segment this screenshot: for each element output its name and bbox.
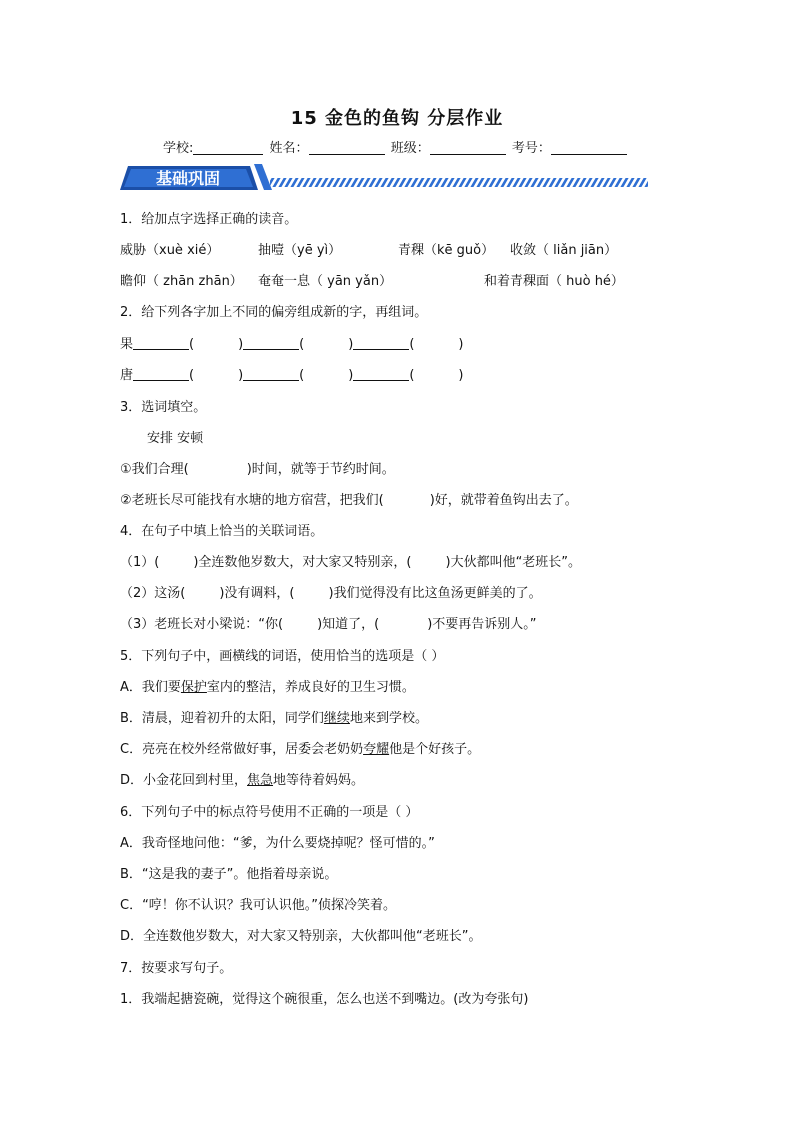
q1-row1 bbox=[120, 239, 617, 258]
q5-c-text: C．亮亮在校外经常做好事，居委会老奶奶 bbox=[120, 742, 364, 757]
q7-sentence-1: 1．我端起搪瓷碗，觉得这个碗很重，怎么也送不到嘴边。(改为夸张句) bbox=[120, 992, 529, 1007]
answer-blank[interactable] bbox=[243, 337, 299, 350]
q5-c-text: 他是个好孩子。 bbox=[389, 742, 481, 757]
banner-graphic bbox=[120, 160, 650, 192]
q5-option-c[interactable] bbox=[120, 738, 480, 757]
q4-s3-part: （3）老班长对小梁说：“你( bbox=[120, 617, 284, 632]
q4-s3-part: )知道了，( bbox=[317, 617, 380, 632]
q3-s2-text-b: )好，就带着鱼钩出去了。 bbox=[429, 493, 578, 508]
q4-s1-part: )大伙都叫他“老班长”。 bbox=[445, 555, 582, 570]
q4-sentence-3 bbox=[120, 613, 537, 632]
q2-char: 唐 bbox=[120, 368, 134, 383]
q2-row-2: 唐 ( ) ( ) ( ) bbox=[120, 368, 464, 383]
q3-s1-text-b: )时间，就等于节约时间。 bbox=[246, 462, 395, 477]
q4-sentence-2 bbox=[120, 582, 542, 601]
q1-item: 瞻仰（ zhān zhān） bbox=[120, 274, 243, 289]
q1-row2 bbox=[120, 270, 624, 289]
q6-option-b[interactable]: B．“这是我的妻子”。他指着母亲说。 bbox=[120, 867, 338, 882]
q1-prompt: 1．给加点字选择正确的读音。 bbox=[120, 212, 298, 227]
class-field[interactable] bbox=[430, 140, 506, 155]
q1-item: 威胁（xuè xié） bbox=[120, 243, 220, 258]
q7-prompt: 7．按要求写句子。 bbox=[120, 961, 233, 976]
q5-a-text: A．我们要 bbox=[120, 680, 181, 695]
name-field[interactable] bbox=[309, 140, 385, 155]
q2-row-1: 果 ( ) ( ) ( ) bbox=[120, 337, 464, 352]
underlined-word: 保护 bbox=[180, 680, 207, 695]
q5-a-text: 室内的整洁，养成良好的卫生习惯。 bbox=[206, 680, 415, 695]
underlined-word: 焦急 bbox=[247, 773, 274, 788]
answer-blank[interactable] bbox=[133, 368, 189, 381]
q5-option-d[interactable] bbox=[120, 769, 364, 788]
answer-blank[interactable] bbox=[243, 368, 299, 381]
q5-prompt: 5．下列句子中，画横线的词语，使用恰当的选项是（ ） bbox=[120, 649, 445, 664]
q4-s2-part: （2）这汤( bbox=[120, 586, 186, 601]
q2-char: 果 bbox=[120, 337, 134, 352]
q6-option-d[interactable]: D．全连数他岁数大，对大家又特别亲，大伙都叫他“老班长”。 bbox=[120, 929, 482, 944]
q1-item: 收敛（ liǎn jiān） bbox=[510, 243, 618, 258]
q4-s1-part: （1）( bbox=[120, 555, 160, 570]
section-banner bbox=[120, 160, 650, 192]
answer-blank[interactable] bbox=[133, 337, 189, 350]
q6-option-a[interactable]: A．我奇怪地问他：“爹，为什么要烧掉呢？怪可惜的。” bbox=[120, 836, 435, 851]
student-info-row bbox=[163, 137, 629, 156]
q5-b-text: B．清晨，迎着初升的太阳，同学们 bbox=[120, 711, 324, 726]
q4-s3-part: )不要再告诉别人。” bbox=[427, 617, 537, 632]
underlined-word: 继续 bbox=[323, 711, 350, 726]
answer-blank[interactable] bbox=[353, 337, 409, 350]
q3-prompt: 3．选词填空。 bbox=[120, 400, 207, 415]
q4-s2-part: )没有调料，( bbox=[219, 586, 295, 601]
q3-s2-text-a: ②老班长尽可能找有水塘的地方宿营，把我们( bbox=[120, 493, 384, 508]
q5-option-a[interactable] bbox=[120, 676, 415, 695]
q5-b-text: 地来到学校。 bbox=[349, 711, 428, 726]
q1-item: 和着青稞面（ huò hé） bbox=[484, 274, 624, 289]
q6-prompt: 6．下列句子中的标点符号使用不正确的一项是（ ） bbox=[120, 805, 419, 820]
q1-item: 奄奄一息（ yān yǎn） bbox=[258, 274, 393, 289]
q4-s2-part: )我们觉得没有比这鱼汤更鲜美的了。 bbox=[328, 586, 542, 601]
q3-sentence-2 bbox=[120, 489, 578, 508]
school-label: 学校: bbox=[163, 141, 194, 156]
q2-prompt: 2．给下列各字加上不同的偏旁组成新的字，再组词。 bbox=[120, 305, 428, 320]
exam-number-label: 考号： bbox=[511, 141, 551, 156]
section-banner-label: 基础巩固 bbox=[155, 169, 221, 188]
page-title: 15 金色的鱼钩 分层作业 bbox=[290, 108, 504, 129]
q3-options: 安排 安顿 bbox=[147, 431, 204, 446]
q4-s1-part: )全连数他岁数大，对大家又特别亲，( bbox=[193, 555, 412, 570]
q5-d-text: D．小金花回到村里， bbox=[120, 773, 248, 788]
name-label: 姓名： bbox=[269, 141, 309, 156]
q6-option-c[interactable]: C．“哼！你不认识？我可认识他。”侦探冷笑着。 bbox=[120, 898, 397, 913]
q3-sentence-1 bbox=[120, 458, 395, 477]
q1-item: 青稞（kē guǒ） bbox=[398, 243, 495, 258]
q4-sentence-1 bbox=[120, 551, 581, 570]
q1-item: 抽噎（yē yì） bbox=[258, 243, 342, 258]
q3-s1-text-a: ①我们合理( bbox=[120, 462, 189, 477]
q5-option-b[interactable] bbox=[120, 707, 428, 726]
exam-number-field[interactable] bbox=[551, 140, 627, 155]
q4-prompt: 4．在句子中填上恰当的关联词语。 bbox=[120, 524, 324, 539]
q5-d-text: 地等待着妈妈。 bbox=[273, 773, 365, 788]
underlined-word: 夸耀 bbox=[363, 742, 390, 757]
school-field[interactable] bbox=[193, 140, 263, 155]
class-label: 班级： bbox=[390, 141, 430, 156]
answer-blank[interactable] bbox=[353, 368, 409, 381]
